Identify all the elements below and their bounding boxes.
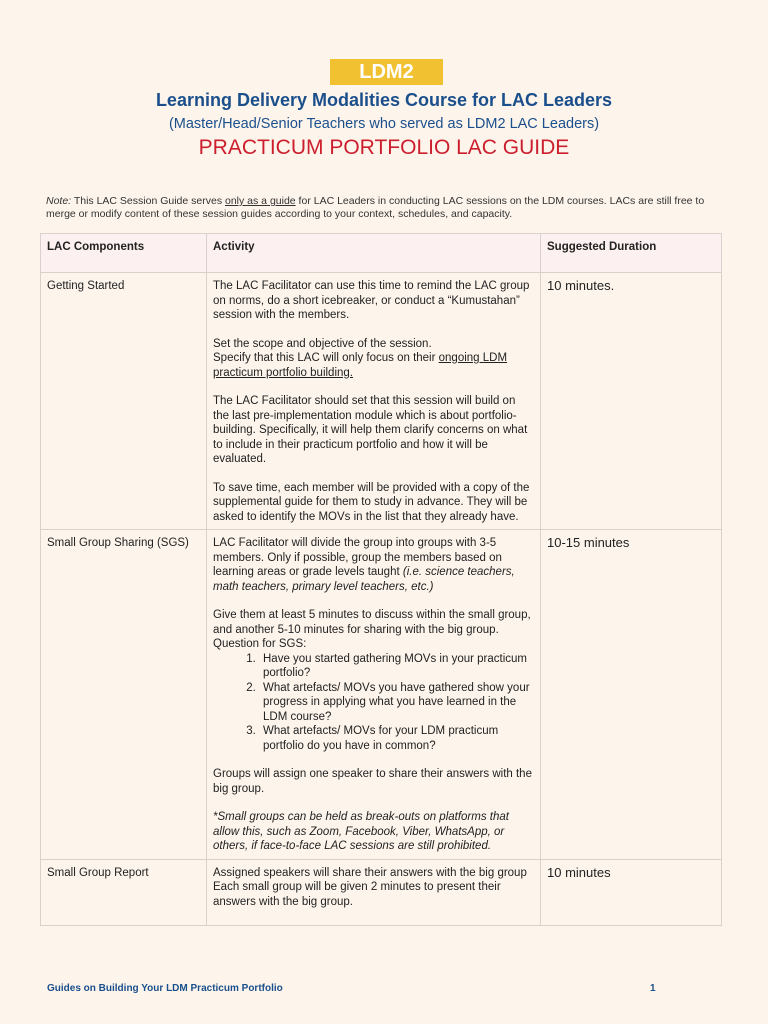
footer-text: Guides on Building Your LDM Practicum Portfolio xyxy=(47,983,283,994)
activity-paragraph: *Small groups can be held as break-outs on platforms that allow this, such as Zoom, Facebook, Viber, WhatsApp, or others, if face-to-face LAC sessions are still prohibited. xyxy=(213,811,509,852)
header-activity: Activity xyxy=(207,234,541,273)
duration-cell: 10 minutes xyxy=(541,859,722,925)
activity-paragraph xyxy=(213,337,534,381)
activity-paragraph: To save time, each member will be provided with a copy of the supplemental guide for them to study in advance. They will be asked to identify the MOVs in the list that they already have. xyxy=(213,481,530,523)
activity-underlined-text: ongoing LDM practicum portfolio building. xyxy=(213,352,508,379)
header-suggested-duration: Suggested Duration xyxy=(541,234,722,273)
activity-paragraph xyxy=(213,536,534,594)
activity-paragraph: Assigned speakers will share their answers with the big group Each small group will be given 2 minutes to present their answers with the big group. xyxy=(213,866,527,908)
component-cell: Small Group Sharing (SGS) xyxy=(41,530,207,860)
sgs-question-list xyxy=(213,652,534,754)
table-row xyxy=(41,273,722,530)
list-item: 2. What artefacts/ MOVs you have gathered show your progress in applying what you have learned in the LDM course? xyxy=(259,681,534,725)
activity-text: Specify that this LAC will only focus on their xyxy=(213,352,439,364)
component-cell: Small Group Report xyxy=(41,859,207,925)
activity-paragraph: Groups will assign one speaker to share their answers with the big group. xyxy=(213,768,532,795)
list-item: 3. What artefacts/ MOVs for your LDM practicum portfolio do you have in common? xyxy=(259,724,534,753)
activity-italic-text: (i.e. science teachers, math teachers, primary level teachers, etc.) xyxy=(213,566,515,593)
activity-text: Set the scope and objective of the session. xyxy=(213,337,432,350)
table-header-row xyxy=(41,234,722,273)
activity-paragraph: Give them at least 5 minutes to discuss within the small group, and another 5-10 minutes for sharing with the big group. Question for SGS: xyxy=(213,609,531,650)
activity-paragraph: The LAC Facilitator should set that this session will build on the last pre-implementation module which is about portfolio-building. Specifically, it will help them clarify concerns on what to include in their practicum portfolio and how it will be evaluated. xyxy=(213,395,528,465)
table-row xyxy=(41,859,722,925)
guide-heading: PRACTICUM PORTFOLIO LAC GUIDE xyxy=(198,136,570,159)
page-number: 1 xyxy=(650,983,656,994)
session-note xyxy=(46,195,726,221)
note-text-1: This LAC Session Guide serves xyxy=(71,195,225,207)
activity-text: LAC Facilitator will divide the group into groups with 3-5 members. Only if possible, group the members based on learning areas or grade levels taught xyxy=(213,537,502,578)
activity-cell xyxy=(207,530,541,860)
note-label: Note: xyxy=(46,195,72,207)
duration-cell: 10 minutes. xyxy=(541,273,722,530)
activity-cell xyxy=(207,273,541,530)
document-subtitle: (Master/Head/Senior Teachers who served as LDM2 LAC Leaders) xyxy=(168,116,600,132)
lac-guide-table xyxy=(40,233,722,926)
activity-cell xyxy=(207,859,541,925)
header-lac-components: LAC Components xyxy=(41,234,207,273)
component-cell: Getting Started xyxy=(41,273,207,530)
document-title: Learning Delivery Modalities Course for LAC Leaders xyxy=(155,90,613,110)
duration-cell: 10-15 minutes xyxy=(541,530,722,860)
activity-paragraph: The LAC Facilitator can use this time to remind the LAC group on norms, do a short icebreaker, or conduct a “Kumustahan” session with the members. xyxy=(213,280,530,321)
note-text-2: for LAC Leaders in conducting LAC sessions on the LDM courses. LACs are still free to merge or modify content of these session guides according to your context, schedules, and capacity. xyxy=(46,195,705,220)
table-row xyxy=(41,530,722,860)
course-badge: LDM2 xyxy=(330,59,443,85)
note-underlined: only as a guide xyxy=(225,195,296,207)
list-item: 1. Have you started gathering MOVs in your practicum portfolio? xyxy=(259,652,534,681)
